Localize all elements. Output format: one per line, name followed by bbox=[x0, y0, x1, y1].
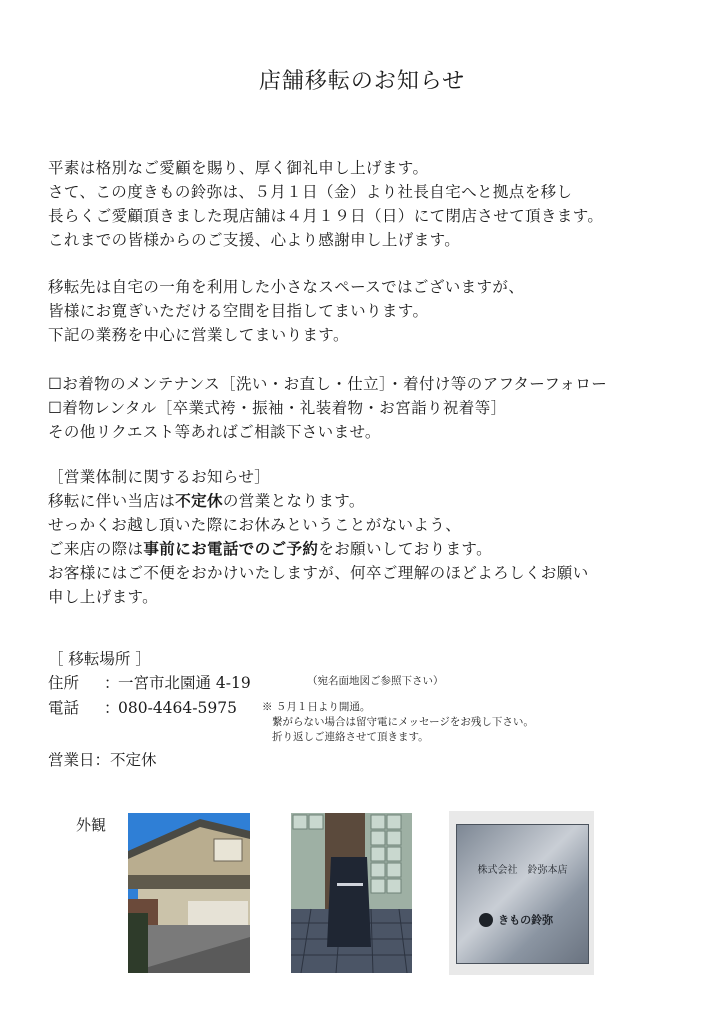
text-segment: 移転に伴い当店は bbox=[48, 492, 176, 510]
address-value: 一宮市北園通 4-19 bbox=[118, 674, 251, 692]
business-days: 営業日：不定休 bbox=[48, 751, 157, 769]
metal-plate bbox=[456, 824, 589, 964]
text-line: 申し上げます。 bbox=[48, 588, 159, 606]
address-label: 住所 bbox=[48, 674, 80, 692]
text-line: さて、この度きもの鈴弥は、５月１日（金）より社長自宅へと拠点を移し bbox=[48, 183, 573, 201]
text-line: せっかくお越し頂いた際にお休みということがないよう、 bbox=[48, 516, 462, 534]
phone-label: 電話 bbox=[48, 699, 80, 717]
business-notice bbox=[48, 465, 708, 609]
exterior-caption: 外観 bbox=[76, 816, 107, 834]
location-heading: ［ 移転場所 ］ bbox=[48, 650, 151, 668]
text-line bbox=[48, 537, 708, 561]
service-item: ☐着物レンタル［卒業式袴・振袖・礼装着物・お宮詣り祝着等］ bbox=[48, 399, 507, 417]
text-segment: ご来店の際は bbox=[48, 540, 144, 558]
text-segment: をお願いしております。 bbox=[318, 540, 492, 558]
separator: ： bbox=[104, 699, 120, 717]
text-line: 皆様にお寛ぎいただける空間を目指してまいります。 bbox=[48, 302, 429, 320]
service-item: ☐お着物のメンテナンス［洗い・お直し・仕立］・着付け等のアフターフォロー bbox=[48, 375, 608, 393]
entrance-photo bbox=[291, 813, 412, 973]
address-row bbox=[48, 671, 251, 693]
phone-row bbox=[48, 696, 237, 718]
text-line: 移転先は自宅の一角を利用した小さなスペースではございますが、 bbox=[48, 278, 525, 296]
text-line: 下記の業務を中心に営業してまいります。 bbox=[48, 326, 349, 344]
page-title: 店舗移転のお知らせ bbox=[258, 69, 466, 94]
plate-logo-row bbox=[479, 909, 579, 928]
note-line: 繋がらない場合は留守電にメッセージをお残し下さい。 bbox=[272, 716, 534, 728]
text-line: お客様にはご不便をおかけいたしますが、何卒ご理解のほどよろしくお願い bbox=[48, 564, 589, 582]
note-line: 折り返しご連絡させて頂きます。 bbox=[272, 731, 429, 743]
plate-company-name: 株式会社 鈴弥本店 bbox=[477, 865, 568, 876]
note-line: ※ ５月１日より開通。 bbox=[262, 701, 371, 713]
text-line: これまでの皆様からのご支援、心より感謝申し上げます。 bbox=[48, 231, 461, 249]
text-segment: の営業となります。 bbox=[222, 492, 365, 510]
text-line: 長らくご愛顧頂きました現店舗は４月１９日（日）にて閉店させて頂きます。 bbox=[48, 207, 604, 225]
company-plate-photo bbox=[449, 811, 594, 975]
emphasis-closed-days: 不定休 bbox=[175, 491, 223, 510]
text-line: 平素は格別なご愛顧を賜り、厚く御礼申し上げます。 bbox=[48, 159, 429, 177]
service-note: その他リクエスト等あればご相談下さいませ。 bbox=[48, 423, 381, 441]
phone-value: 080-4464-5975 bbox=[118, 699, 237, 717]
exterior-photo bbox=[128, 813, 250, 973]
emphasis-reservation: 事前にお電話でのご予約 bbox=[143, 539, 319, 558]
plate-crest-icon bbox=[479, 913, 493, 927]
relocation-paragraph bbox=[48, 275, 708, 347]
services-list bbox=[48, 372, 708, 444]
address-note: （宛名面地図ご参照下さい） bbox=[307, 675, 444, 687]
separator: ： bbox=[104, 674, 120, 692]
plate-brand-name: きもの鈴弥 bbox=[498, 913, 554, 927]
text-line bbox=[48, 489, 708, 513]
phone-note bbox=[262, 700, 534, 745]
business-heading: ［営業体制に関するお知らせ］ bbox=[48, 468, 271, 486]
greeting-paragraph bbox=[48, 156, 708, 252]
